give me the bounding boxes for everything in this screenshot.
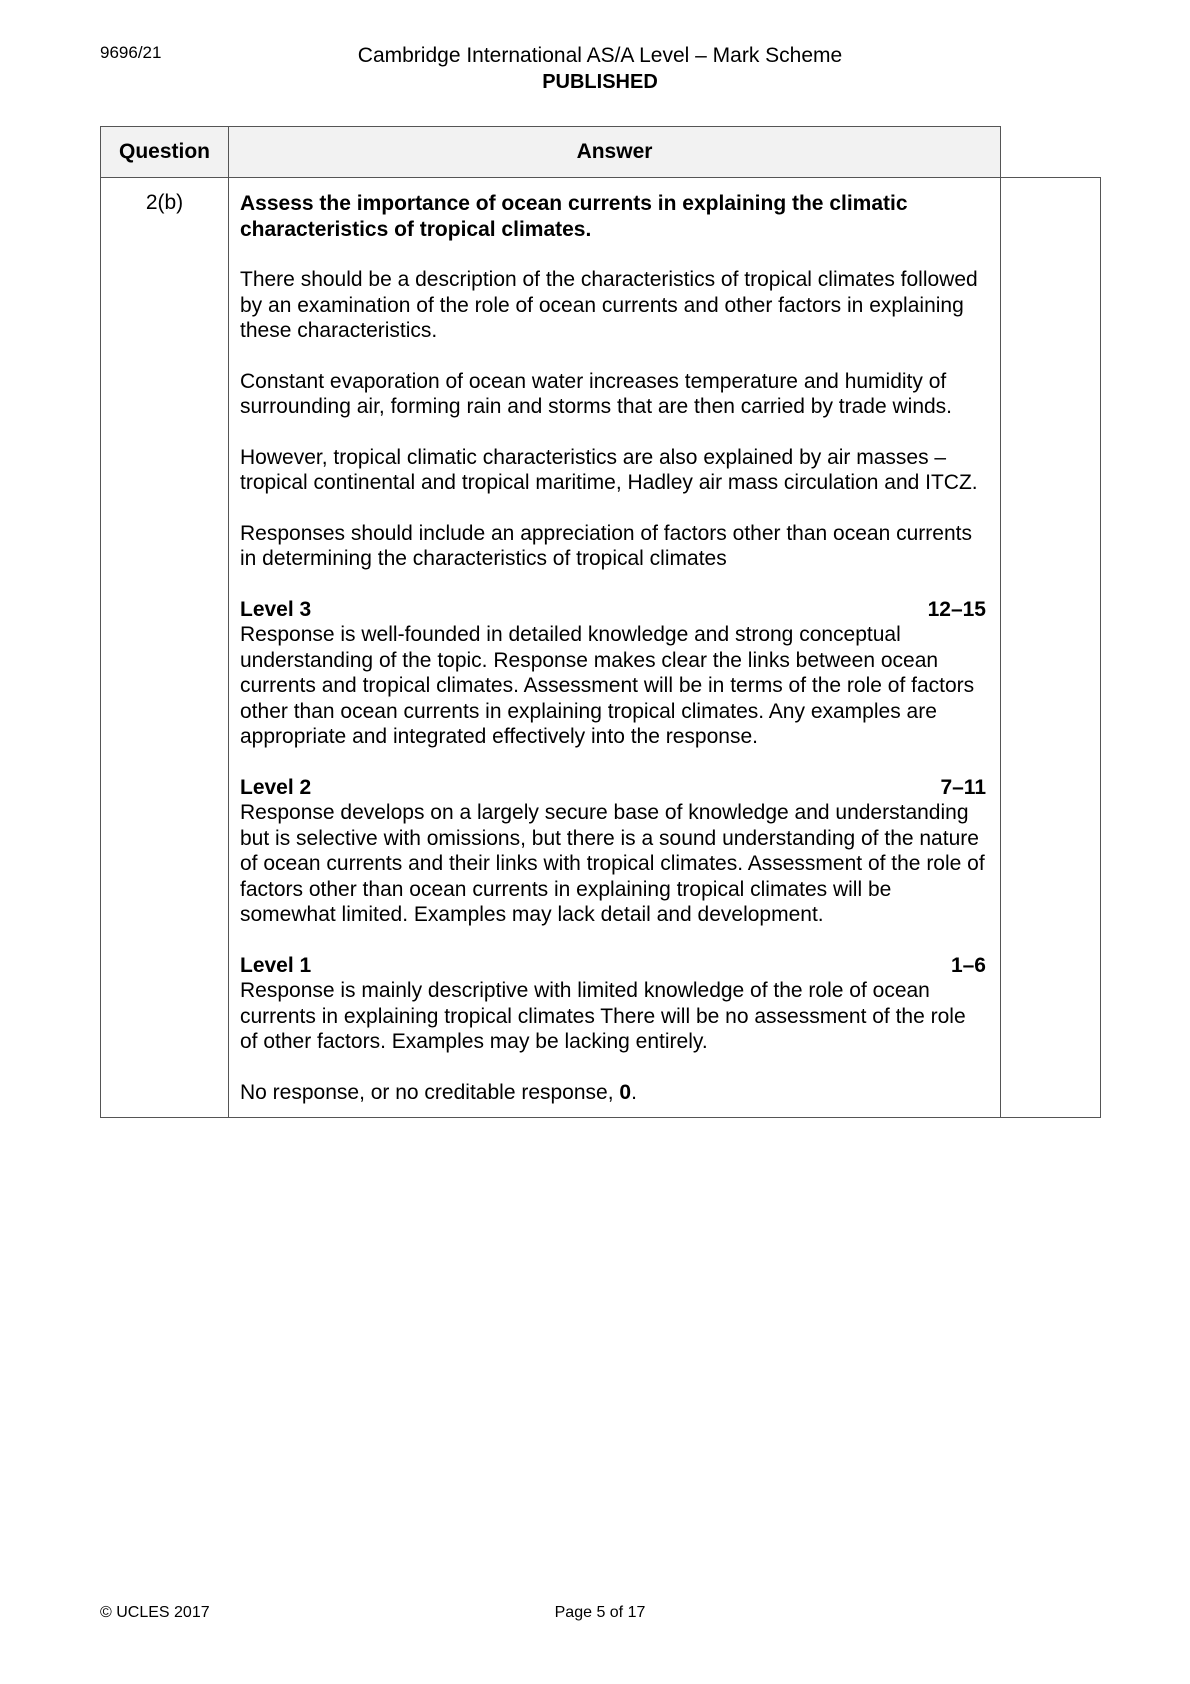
no-response-note [240, 1080, 986, 1106]
question-row [101, 178, 1101, 1118]
paper-code: 9696/21 [100, 43, 162, 62]
level-block-1 [240, 953, 986, 1055]
answer-column-header: Answer [229, 127, 1001, 178]
level-label: Level 1 [240, 953, 312, 977]
answer-paragraph: Responses should include an appreciation of factors other than ocean currents in determining the characteristics of tropical climates [240, 521, 972, 570]
document-title: Cambridge International AS/A Level – Mark Scheme [357, 44, 843, 67]
page-number: Page 5 of 17 [554, 1604, 646, 1621]
answer-paragraph: Constant evaporation of ocean water increases temperature and humidity of surrounding air, forming rain and storms that are then carried by trade winds. [240, 369, 953, 418]
level-block-3 [240, 597, 986, 750]
level-marks: 1–6 [950, 953, 986, 977]
no-response-mark: 0 [619, 1080, 632, 1104]
question-number: 2(b) [101, 178, 229, 1118]
level-descriptor: Response is mainly descriptive with limited knowledge of the role of ocean currents in explaining tropical climates There will be no assessment of the role of other factors. Examples may be lacking entirely. [240, 979, 966, 1053]
document-header [0, 43, 1190, 95]
level-descriptor: Response is well-founded in detailed knowledge and strong conceptual understanding of the topic. Response makes clear the links between ocean currents and tropical climates. Assessment will be in terms of the role of factors other than ocean currents in explaining tropical climates. Any examples are appropriate and integrated effectively into the response. [240, 623, 975, 748]
level-label: Level 2 [240, 775, 312, 799]
document-status: PUBLISHED [542, 71, 658, 93]
level-block-2 [240, 775, 986, 928]
level-label: Level 3 [240, 597, 312, 621]
answer-paragraph: There should be a description of the characteristics of tropical climates followed by an examination of the role of ocean currents and other factors in explaining these characteristics. [240, 268, 978, 342]
level-marks: 12–15 [927, 597, 986, 621]
level-marks: 7–11 [940, 775, 986, 799]
no-response-end: . [631, 1080, 637, 1104]
marks-cell [1001, 178, 1101, 1118]
mark-scheme-table [100, 126, 1101, 1118]
marks-column-header [1001, 127, 1101, 178]
answer-cell [229, 178, 1001, 1118]
question-text: Assess the importance of ocean currents in explaining the climatic characteristics of tropical climates. [240, 192, 908, 241]
question-column-header: Question [101, 127, 229, 178]
answer-paragraph: However, tropical climatic characteristics are also explained by air masses – tropical continental and tropical maritime, Hadley air mass circulation and ITCZ. [240, 445, 978, 494]
no-response-text: No response, or no creditable response, [240, 1080, 620, 1104]
level-descriptor: Response develops on a largely secure base of knowledge and understanding but is selective with omissions, but there is a sound understanding of the nature of ocean currents and their links with tropical climates. Assessment of the role of factors other than ocean currents in explaining tropical climates will be somewhat limited. Examples may lack detail and development. [240, 801, 985, 926]
copyright-notice: © UCLES 2017 [100, 1604, 210, 1621]
